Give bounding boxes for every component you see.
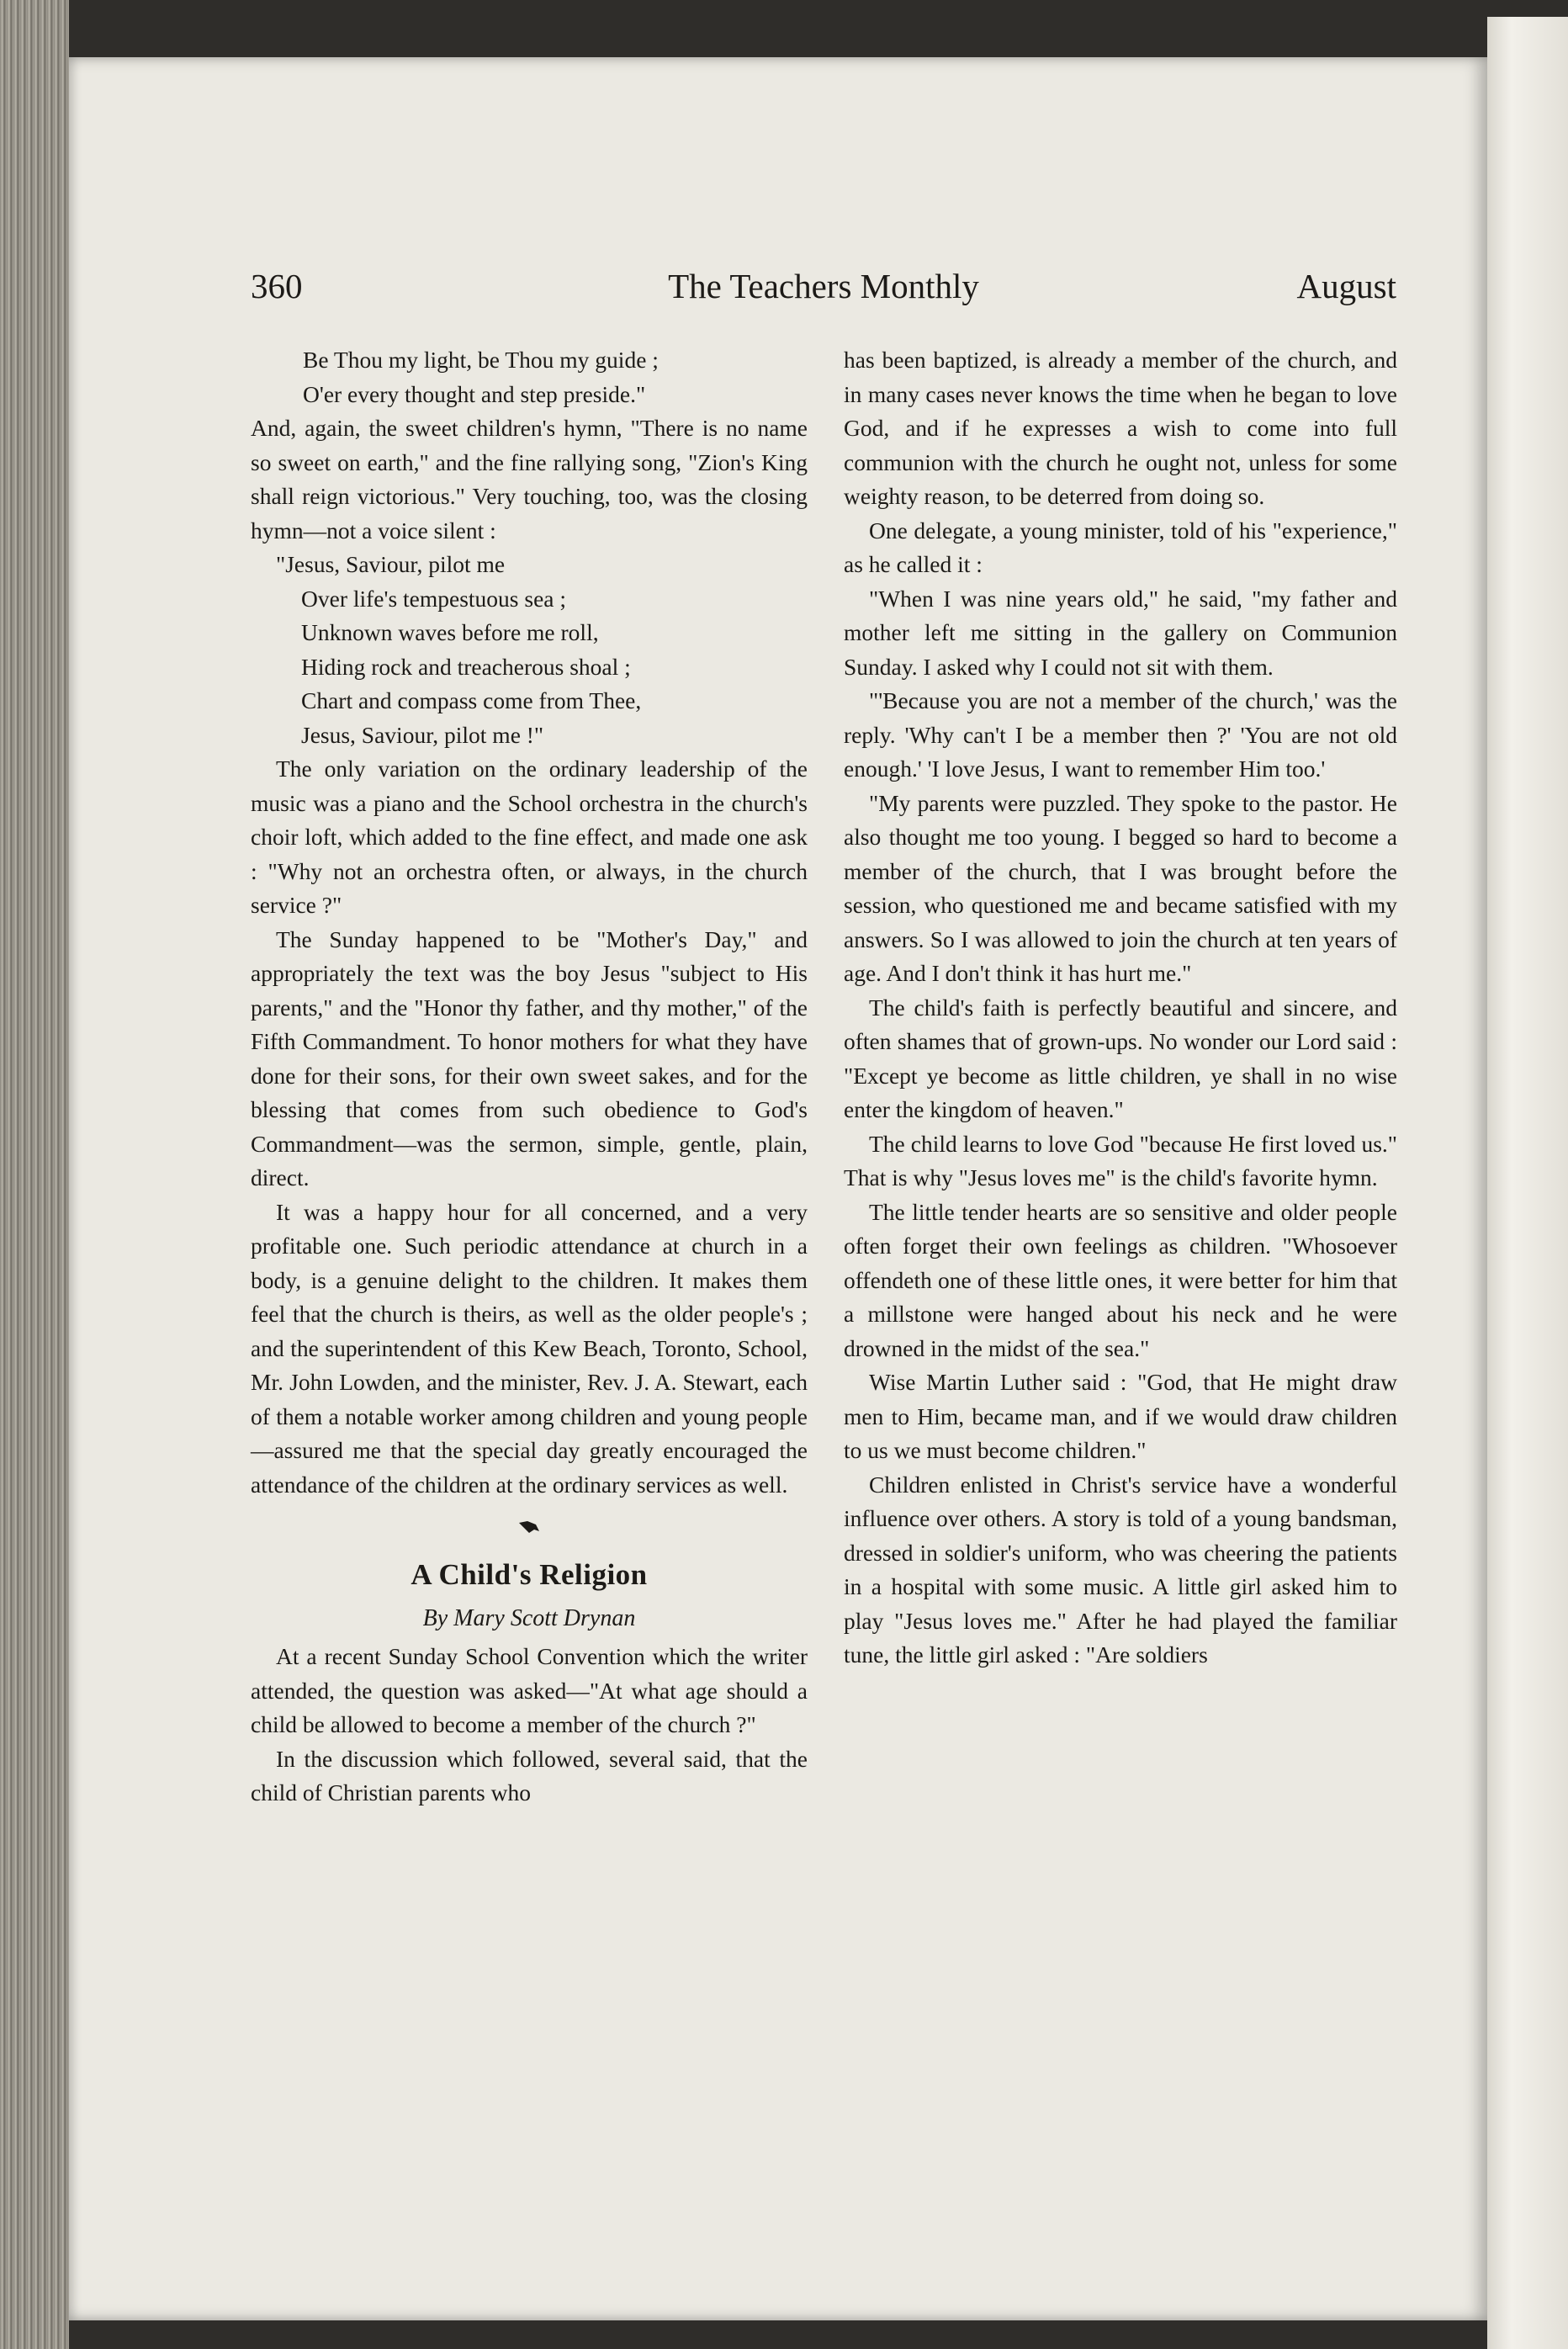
paragraph: The only variation on the ordinary leadership of the music was a piano and the School orchestra in the church's choir loft, which added to the fine effect, and made one ask : "Why not an orchestra often, or always, in the church service ?" (251, 756, 808, 918)
verse-line: Over life's tempestuous sea ; (301, 585, 567, 612)
right-column (844, 343, 1397, 1673)
paragraph: "My parents were puzzled. They spoke to the pastor. He also thought me too young. I begged so hard to become a member of the church, that I was brought before the session, who questioned me and became satisfied with my answers. So I was allowed to join the church at ten years of age. And I don't think it has hurt me." (844, 789, 1397, 986)
verse-line: Jesus, Saviour, pilot me !" (301, 721, 544, 748)
book-spine (0, 0, 69, 2349)
page-number: 360 (251, 267, 303, 305)
paragraph: One delegate, a young minister, told of his "experience," as he called it : (844, 517, 1397, 577)
facing-page-edge (1487, 17, 1568, 2349)
paragraph: At a recent Sunday School Convention which the writer attended, the question was asked—"At what age should a child be allowed to become a member of the church ?" (251, 1643, 808, 1737)
running-head (251, 266, 1396, 316)
ornament-icon (517, 1518, 541, 1536)
issue-month: August (1296, 267, 1396, 305)
paragraph: Children enlisted in Christ's service have a wonderful influence over others. A story is told of a young bandsman, dressed in soldier's uniform, who was cheering the patients in a hospital with some music. A little girl asked him to play "Jesus loves me." After he had played the familiar tune, the little girl asked : "Are soldiers (844, 1471, 1397, 1668)
byline: By Mary Scott Drynan (422, 1605, 636, 1631)
section-ornament (251, 1502, 808, 1552)
left-column (251, 343, 808, 1811)
paragraph: The child learns to love God "because He first loved us." That is why "Jesus loves me" is the child's favorite hymn. (844, 1130, 1397, 1190)
paragraph: The child's faith is perfectly beautiful and sincere, and often shames that of grown-ups. No wonder our Lord said : "Except ye become as little children, ye shall in no wise enter the kingdom of heaven." (844, 994, 1397, 1122)
paragraph: "'Because you are not a member of the church,' was the reply. 'Why can't I be a member then ?' 'You are not old enough.' 'I love Jesus, I want to remember Him too.' (844, 687, 1397, 782)
paragraph: The little tender hearts are so sensitive and older people often forget their own feelings as children. "Whosoever offendeth one of these little ones, it were better for him that a millstone were hanged about his neck and he were drowned in the midst of the sea." (844, 1198, 1397, 1361)
hymn-verse (251, 548, 808, 752)
verse-line: Unknown waves before me roll, (301, 619, 599, 645)
paragraph: "When I was nine years old," he said, "my father and mother left me sitting in the gallery on Communion Sunday. I asked why I could not sit with them. (844, 585, 1397, 680)
journal-title: The Teachers Monthly (668, 267, 979, 305)
verse-top (251, 343, 808, 411)
verse-line: Be Thou my light, be Thou my guide ; (303, 347, 659, 373)
paragraph: The Sunday happened to be "Mother's Day," and appropriately the text was the boy Jesus "subject to His parents," and the "Honor thy father, and thy mother," of the Fifth Commandment. To honor mothers for what they have done for their sons, for their own sweet sakes, and for the blessing that comes from such obedience to God's Commandment—was the sermon, simple, gentle, plain, direct. (251, 925, 808, 1190)
paragraph: And, again, the sweet children's hymn, "There is no name so sweet on earth," and the fine rallying song, "Zion's King shall reign victorious." Very touching, too, was the closing hymn—not a voice silent : (251, 415, 808, 544)
paragraph: has been baptized, is already a member of the church, and in many cases never knows the time when he began to love God, and if he expresses a wish to come into full communion with the church he ought not, unless for some weighty reason, to be deterred from doing so. (844, 347, 1397, 509)
paragraph: It was a happy hour for all concerned, and a very profitable one. Such periodic attendance at church in a body, is a genuine delight to the children. It makes them feel that the church is theirs, as well as the older people's ; and the superintendent of this Kew Beach, Toronto, School, Mr. John Lowden, and the minister, Rev. J. A. Stewart, each of them a notable worker among children and young people—assured me that the special day greatly encouraged the attendance of the children at the ordinary services as well. (251, 1198, 808, 1498)
paragraph: Wise Martin Luther said : "God, that He might draw men to Him, became man, and if we would draw children to us we must become children." (844, 1369, 1397, 1463)
verse-line: Hiding rock and treacherous shoal ; (301, 653, 631, 680)
verse-line: Chart and compass come from Thee, (301, 687, 642, 713)
verse-line: O'er every thought and step preside." (303, 380, 646, 407)
verse-line: "Jesus, Saviour, pilot me (276, 551, 506, 577)
paragraph: In the discussion which followed, several said, that the child of Christian parents who (251, 1745, 808, 1805)
section-title: A Child's Religion (411, 1558, 648, 1591)
